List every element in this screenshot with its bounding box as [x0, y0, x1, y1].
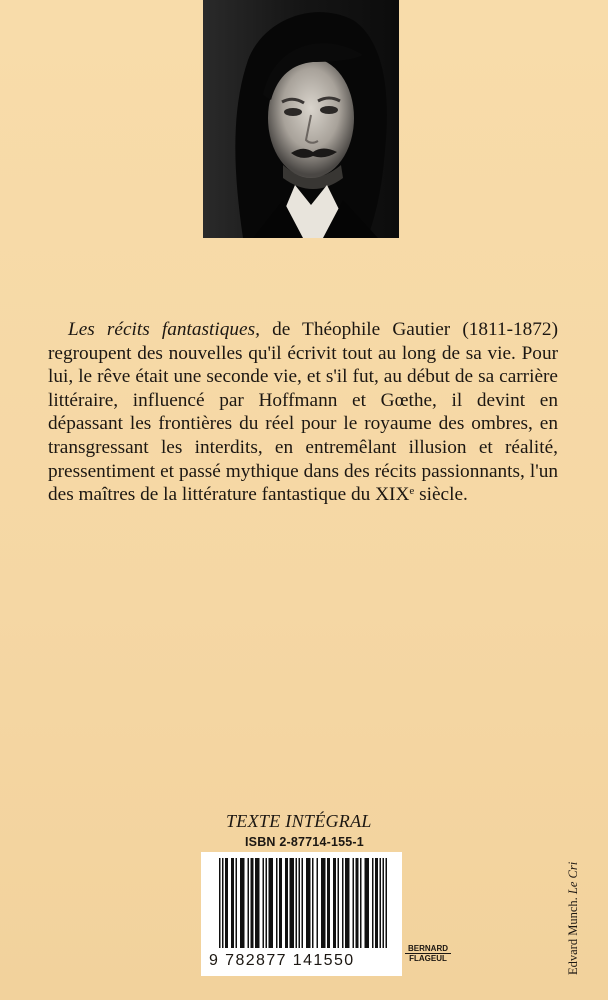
ean-digits: 9 782877 141550: [209, 952, 355, 969]
cover-art-credit: [566, 862, 581, 975]
description-text: de Théophile Gautier (1811-1872) regroupent des nouvelles qu'il écrivit tout au long de sa vie. Pour lui, le rêve était une seconde vie, et s'il fut, au début de sa carrière littéraire, influencé par Hoffmann et Gœthe, il devint en dépassant les frontières du réel pour le royaume des ombres, en transgressant les interdits, en entremêlant illusion et réalité, pressentiment et passé mythique dans des récits passionnants, l'un des maîtres de la littérature fantastique du XIX: [48, 319, 558, 506]
isbn-label: ISBN 2-87714-155-1: [245, 835, 364, 849]
integral-text-label: TEXTE INTÉGRAL: [226, 811, 372, 831]
publisher-name-line2: FLAGEUL: [409, 954, 447, 963]
barcode: [201, 852, 402, 976]
description-end: siècle.: [414, 484, 468, 506]
artwork-title: Le Cri: [566, 861, 580, 895]
description-paragraph: [48, 318, 558, 507]
artist-name: Edvard Munch.: [566, 897, 580, 975]
publisher-logo: [405, 944, 451, 963]
publisher-name-line1: BERNARD: [405, 944, 451, 954]
author-portrait: [203, 0, 399, 238]
century-superscript: e: [409, 485, 415, 498]
book-title: Les récits fantastiques,: [68, 319, 260, 340]
portrait-illustration: [203, 0, 399, 238]
